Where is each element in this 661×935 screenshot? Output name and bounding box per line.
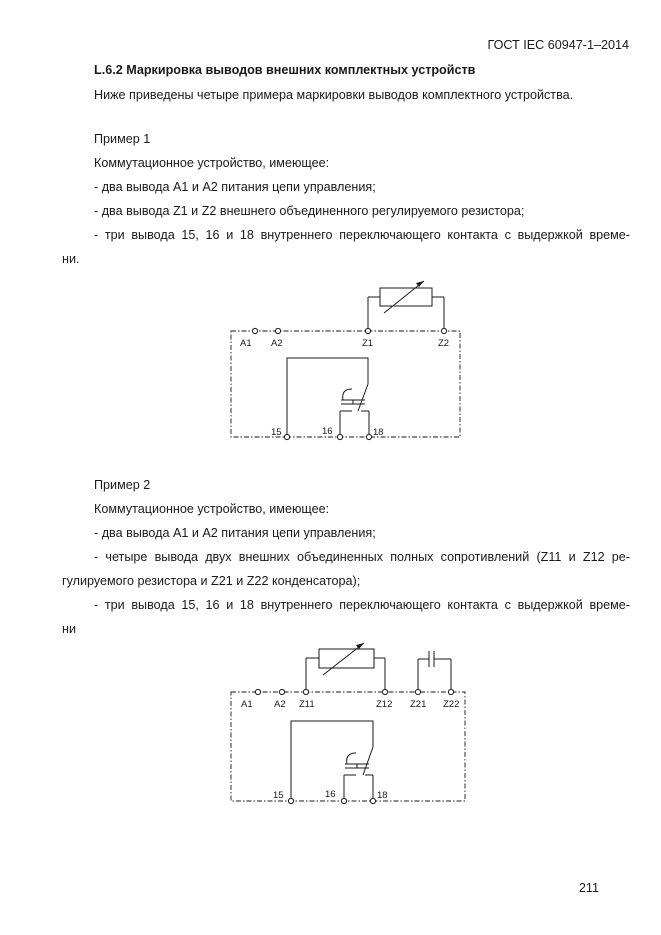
example2-label-a1: A1 <box>241 699 253 710</box>
example1-item1: - два вывода А1 и А2 питания цепи управления; <box>94 180 376 194</box>
example2-terminal-z11 <box>303 689 308 694</box>
example1-variable-resistor <box>368 281 444 331</box>
example1-device-enclosure <box>231 331 460 437</box>
example2-terminal-z21 <box>415 689 420 694</box>
example2-terminal-z22 <box>448 689 453 694</box>
example1-label-z2: Z2 <box>438 338 450 349</box>
example1-lead: Коммутационное устройство, имеющее: <box>94 156 330 170</box>
example2-label-18: 18 <box>377 790 388 801</box>
section-heading: L.6.2 Маркировка выводов внешних комплектных устройств <box>94 63 476 77</box>
example2-label-z12: Z12 <box>376 699 393 710</box>
example2-item1: - два вывода А1 и А2 питания цепи управления; <box>94 526 376 540</box>
section-intro: Ниже приведены четыре примера маркировки выводов комплектного устройства. <box>94 88 574 102</box>
example2-terminal-16 <box>341 798 346 803</box>
example1-diagram <box>231 281 460 440</box>
example1-terminal-z2 <box>441 328 446 333</box>
example2-lead: Коммутационное устройство, имеющее: <box>94 502 330 516</box>
example1-label-18: 18 <box>373 427 384 438</box>
example1-item2: - два вывода Z1 и Z2 внешнего объединенного регулируемого резистора; <box>94 204 525 218</box>
example2-label-a2: A2 <box>274 699 286 710</box>
example1-terminal-a2 <box>275 328 280 333</box>
example2-terminal-z12 <box>382 689 387 694</box>
example1-terminal-16 <box>337 434 342 439</box>
example2-capacitor <box>418 651 451 692</box>
example2-device-enclosure <box>231 692 465 801</box>
example2-terminal-a2 <box>279 689 284 694</box>
example1-label-16: 16 <box>322 426 333 437</box>
example2-label-z22: Z22 <box>443 699 460 710</box>
example2-label-z11: Z11 <box>299 699 315 710</box>
example2-item2-line2: гулируемого резистора и Z21 и Z22 конденсатора); <box>62 574 361 588</box>
example1-terminal-z1 <box>365 328 370 333</box>
example1-item3-line1: - три вывода 15, 16 и 18 внутреннего переключающего контакта с выдержкой време- <box>94 228 630 242</box>
page-number: 211 <box>578 881 599 895</box>
example2-label-16: 16 <box>325 789 336 800</box>
example2-title: Пример 2 <box>94 478 151 492</box>
example1-item3-line2: ни. <box>62 252 80 266</box>
example2-label-z21: Z21 <box>410 699 427 710</box>
document-standard-header: ГОСТ IEC 60947-1–2014 <box>487 38 629 52</box>
example1-title: Пример 1 <box>94 132 151 146</box>
example2-terminal-18 <box>370 798 375 803</box>
example2-item3-line1: - три вывода 15, 16 и 18 внутреннего переключающего контакта с выдержкой време- <box>94 598 630 612</box>
example2-diagram <box>231 643 465 804</box>
example2-item2-line1: - четыре вывода двух внешних объединенных полных сопротивлений (Z11 и Z12 ре- <box>94 550 630 564</box>
example1-label-a1: A1 <box>240 338 252 349</box>
example2-label-15: 15 <box>273 790 284 801</box>
example1-terminal-18 <box>366 434 371 439</box>
example1-label-z1: Z1 <box>362 338 374 349</box>
example2-terminal-15 <box>288 798 293 803</box>
example1-terminal-a1 <box>252 328 257 333</box>
example1-label-15: 15 <box>271 427 282 438</box>
example1-label-a2: A2 <box>271 338 283 349</box>
example2-item3-line2: ни <box>62 622 76 636</box>
example1-terminal-15 <box>284 434 289 439</box>
example2-terminal-a1 <box>255 689 260 694</box>
example2-variable-resistor <box>306 643 385 692</box>
